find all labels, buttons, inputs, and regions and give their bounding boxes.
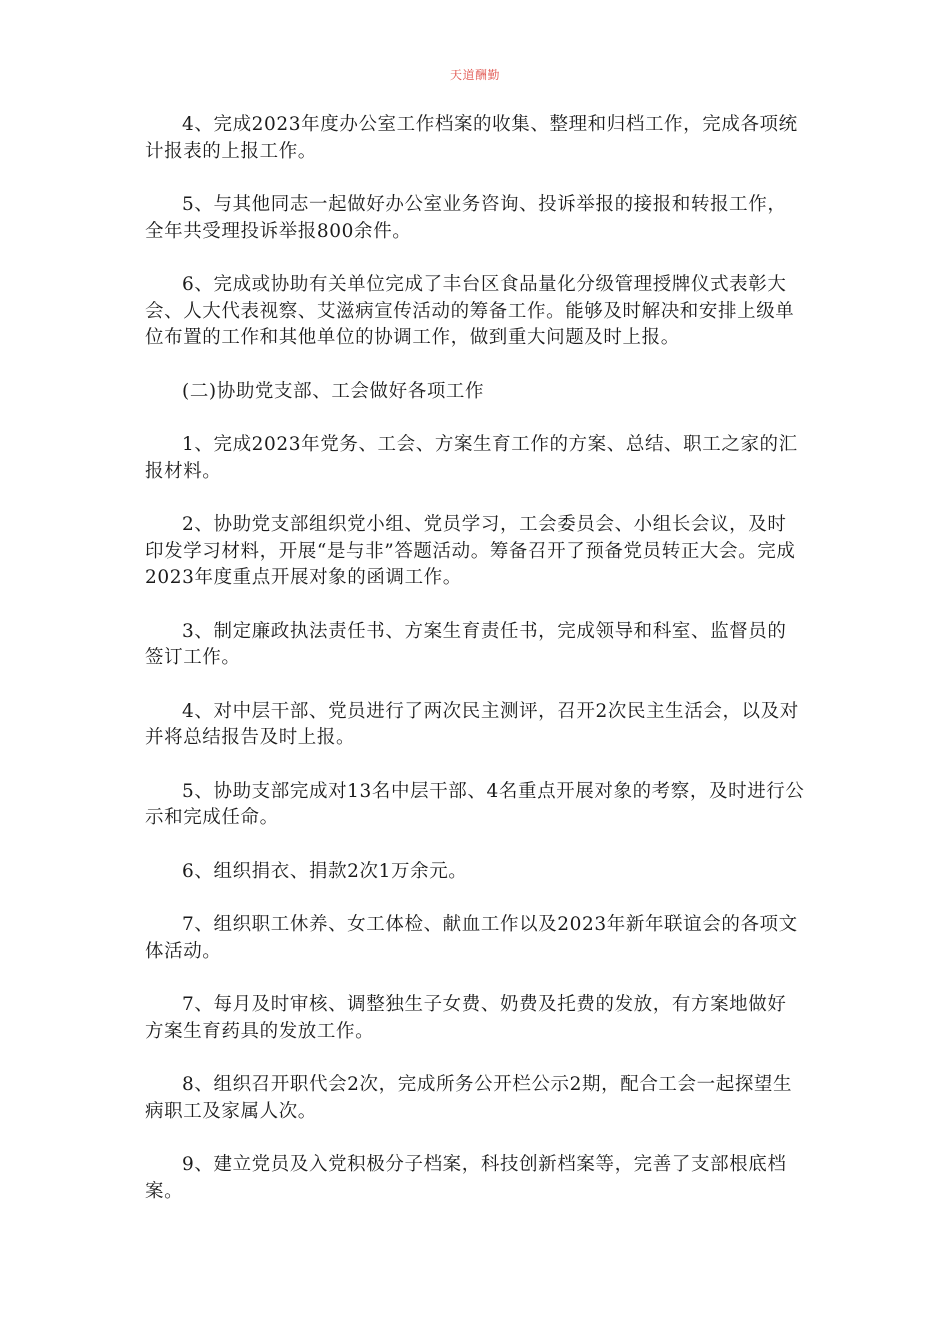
paragraph-item-7-fees: 7、每月及时审核、调整独生子女费、奶费及托费的发放，有方案地做好方案生育药具的发放工作。: [145, 994, 787, 1042]
paragraph-item-9-files: 9、建立党员及入党积极分子档案，科技创新档案等，完善了支部根底档案。: [145, 1154, 787, 1202]
header-watermark: 天道酬勤: [449, 68, 500, 82]
paragraph-item-7-activities: 7、组织职工休养、女工体检、献血工作以及2023年新年联谊会的各项文体活动。: [145, 914, 798, 962]
paragraph-item-2-party-study: 2、协助党支部组织党小组、党员学习，工会委员会、小组长会议，及时印发学习材料，开展“是与非”答题活动。筹备召开了预备党员转正大会。完成2023年度重点开展对象的函调工作。: [145, 514, 796, 588]
document-body: [145, 112, 805, 1232]
paragraph-item-5-complaints: 5、与其他同志一起做好办公室业务咨询、投诉举报的接报和转报工作，全年共受理投诉举报800余件。: [145, 194, 787, 242]
section-heading-party-union: (二)协助党支部、工会做好各项工作: [182, 380, 485, 402]
paragraph-item-4-archives: 4、完成2023年度办公室工作档案的收集、整理和归档工作，完成各项统计报表的上报工作。: [145, 114, 798, 162]
paragraph-item-6-donation: 6、组织捐衣、捐款2次1万余元。: [182, 860, 468, 882]
paragraph-item-8-congress: 8、组织召开职代会2次，完成所务公开栏公示2期，配合工会一起探望生病职工及家属人次。: [145, 1074, 793, 1122]
paragraph-item-6-events: 6、完成或协助有关单位完成了丰台区食品量化分级管理授牌仪式表彰大会、人大代表视察、艾滋病宣传活动的筹备工作。能够及时解决和安排上级单位布置的工作和其他单位的协调工作，做到重大问题及时上报。: [145, 274, 795, 348]
paragraph-item-4-evaluation: 4、对中层干部、党员进行了两次民主测评，召开2次民主生活会，以及对并将总结报告及时上报。: [145, 700, 799, 748]
paragraph-item-5-inspection: 5、协助支部完成对13名中层干部、4名重点开展对象的考察，及时进行公示和完成任命。: [145, 780, 805, 828]
paragraph-item-3-responsibility: 3、制定廉政执法责任书、方案生育责任书，完成领导和科室、监督员的签订工作。: [145, 620, 787, 668]
paragraph-item-1-reports: 1、完成2023年党务、工会、方案生育工作的方案、总结、职工之家的汇报材料。: [145, 434, 798, 482]
